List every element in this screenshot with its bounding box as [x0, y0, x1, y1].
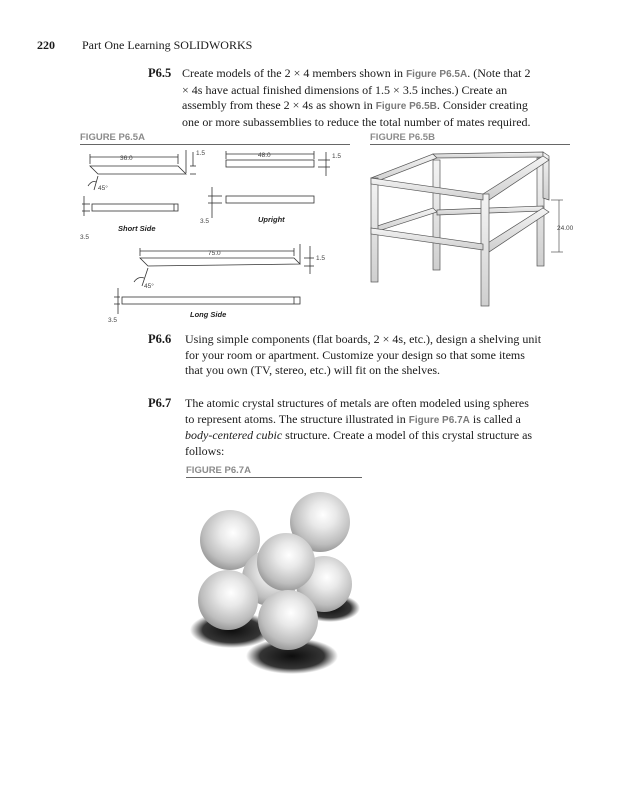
problem-text-p6-7	[185, 396, 540, 459]
figure-label-p6-7a: FIGURE P6.7A	[186, 465, 251, 476]
top-side-left	[371, 154, 437, 182]
dimension-label: 1.5	[316, 255, 326, 262]
figure-reference[interactable]: Figure P6.5B	[375, 101, 437, 113]
problem-number-p6-6: P6.6	[148, 332, 172, 346]
p6-7-text-3: structure. Create a model of this crystal structure as follows:	[185, 428, 533, 458]
dimension-label: 45°	[98, 185, 108, 192]
figure-label-p6-5a: FIGURE P6.5A	[80, 132, 145, 143]
long-side-top-view	[140, 258, 300, 266]
figure-rule	[186, 477, 362, 478]
figure-p6-7a-bcc-structure	[180, 480, 380, 680]
top-long-back	[433, 152, 543, 158]
problem-number-p6-5: P6.5	[148, 66, 172, 80]
p6-7-italic-term: body-centered cubic	[185, 428, 283, 443]
page-number: 220	[37, 38, 55, 52]
angle-arc	[88, 182, 96, 187]
dimension-label: 75.0	[208, 250, 221, 257]
upright-top-view	[226, 160, 314, 167]
problem-number-p6-7: P6.7	[148, 396, 172, 410]
part-name-long-side: Long Side	[190, 310, 227, 319]
sphere-atom	[198, 570, 258, 630]
p6-5-text-3: . Consider creating one or more subassemblies to reduce the total number of mates required.	[182, 98, 531, 129]
lower-side-left	[371, 208, 437, 232]
top-long-front	[371, 178, 483, 200]
figure-rule	[370, 144, 570, 145]
p6-7-text-1: The atomic crystal structures of metals are often modeled using spheres to represent atoms. The structure illustrated in	[185, 396, 529, 426]
figure-rule	[80, 144, 350, 145]
p6-5-text-2: . (Note that 2 × 4s have actual finished dimensions of 1.5 × 3.5 inches.) Create an assembly from these 2 × 4s as shown in	[182, 66, 531, 113]
figure-label-p6-5b: FIGURE P6.5B	[370, 132, 435, 143]
dimension-label: 36.0	[120, 155, 133, 162]
p6-7-text-2: is called a	[469, 411, 521, 426]
problem-text-p6-5	[182, 66, 532, 130]
long-side-edge-view	[122, 297, 300, 304]
angle-arc	[134, 278, 144, 283]
short-side-edge-view	[92, 204, 178, 211]
figure-reference[interactable]: Figure P6.7A	[408, 414, 470, 426]
dimension-label: 45°	[144, 283, 154, 290]
figure-reference[interactable]: Figure P6.5A	[406, 69, 468, 80]
sphere-atom	[257, 533, 315, 591]
figure-p6-5a-drawings	[78, 146, 350, 328]
dimension-label: 3.5	[108, 317, 118, 324]
part-name-short-side: Short Side	[118, 224, 156, 233]
part-name-upright: Upright	[258, 215, 285, 224]
dimension-label: 48.0	[258, 152, 271, 159]
height-dimension: 24.00	[557, 225, 574, 232]
figure-p6-5b-assembly	[365, 148, 575, 308]
problem-text-p6-6: Using simple components (flat boards, 2 × 4s, etc.), design a shelving unit for your room or apartment. Customize your design so that some items that you own (TV, stereo, etc.) will fit on the shelves.	[185, 332, 542, 378]
dimension-label: 3.5	[200, 218, 210, 225]
dimension-label: 1.5	[332, 153, 342, 160]
short-side-top-view	[90, 166, 186, 174]
lower-long-front	[371, 228, 483, 250]
p6-5-text-1: Create models of the 2 × 4 members shown in	[182, 66, 407, 80]
dimension-label: 1.5	[196, 150, 206, 157]
upright-edge-view	[226, 196, 314, 203]
sphere-atom	[258, 590, 318, 650]
dimension-label: 3.5	[80, 234, 90, 241]
running-title: Part One Learning SOLIDWORKS	[82, 38, 253, 52]
lower-long-back	[437, 206, 543, 215]
